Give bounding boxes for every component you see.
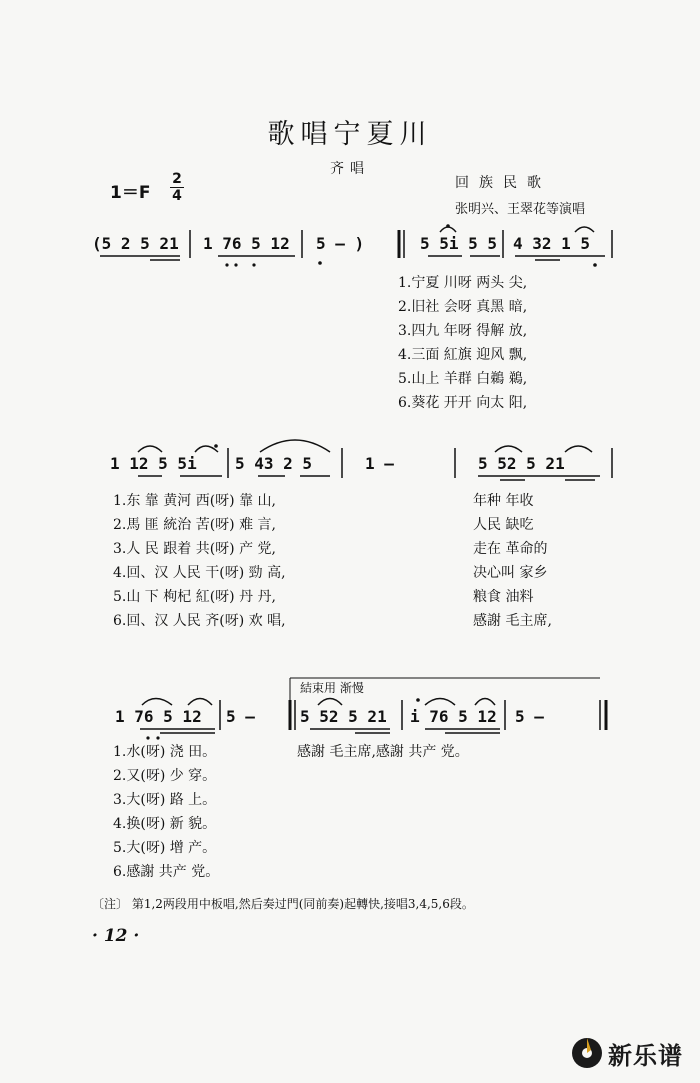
verse-line: 1.东 靠 黄河 西(呀) 靠 山, xyxy=(113,493,276,509)
verse-line: 6.感謝 共产 党。 xyxy=(113,864,220,880)
page-number: · 12 · xyxy=(92,926,140,946)
time-signature-top: 2 xyxy=(172,171,182,187)
verse-line: 6.葵花 开开 向太 阳, xyxy=(398,395,528,411)
key-signature: 1＝F xyxy=(110,183,151,203)
verse-line-continued: 人民 缺吃 xyxy=(473,517,534,533)
notes-bar-8: 1 – xyxy=(365,454,394,473)
verse-line-continued: 决心叫 家乡 xyxy=(473,565,548,581)
notes-bar-9: 5 52 5 21 xyxy=(478,454,565,473)
verse-line: 2.又(呀) 少 穿。 xyxy=(113,768,217,784)
verse-line: 1.宁夏 川呀 两头 尖, xyxy=(398,275,528,291)
time-signature-bottom: 4 xyxy=(172,188,182,204)
verse-line: 5.山上 羊群 白鵜 鵜, xyxy=(398,371,528,387)
notes-bar-3: 5 – ) xyxy=(316,234,365,253)
verse-line-continued: 粮食 油料 xyxy=(473,589,534,605)
verse-line-continued: 走在 革命的 xyxy=(473,541,548,557)
notes-bar-2: 1 76 5 12 xyxy=(203,234,290,253)
verse-line: 1.水(呀) 浇 田。 xyxy=(113,744,217,760)
verse-line: 3.人 民 跟着 共(呀) 产 党, xyxy=(113,541,276,557)
verse-line: 5.山 下 枸杞 紅(呀) 丹 丹, xyxy=(113,589,276,605)
verse-line: 4.换(呀) 新 貌。 xyxy=(113,816,217,832)
notes-bar-13: i 76 5 12 xyxy=(410,707,497,726)
performance-type: 齐唱 xyxy=(330,161,370,177)
notes-bar-6: 1 12 5 5i xyxy=(110,454,197,473)
notes-bar-12: 5 52 5 21 xyxy=(300,707,387,726)
verse-line: 4.三面 紅旗 迎风 飘, xyxy=(398,347,528,363)
verse-line: 6.回、汉 人民 齐(呀) 欢 唱, xyxy=(113,613,286,629)
verse-line: 2.馬 匪 統治 苦(呀) 难 言, xyxy=(113,517,276,533)
notes-bar-4: 5 5i 5 5 xyxy=(420,234,498,253)
verse-line: 2.旧社 会呀 真黑 暗, xyxy=(398,299,528,315)
notes-bar-11: 5 – xyxy=(226,707,255,726)
notes-bar-1: (5 2 5 21 xyxy=(92,234,179,253)
performers-label: 张明兴、王翠花等演唱 xyxy=(455,202,586,217)
verse-line: 5.大(呀) 增 产。 xyxy=(113,840,217,856)
notes-bar-10: 1 76 5 12 xyxy=(115,707,202,726)
verse-line: 3.四九 年呀 得解 放, xyxy=(398,323,528,339)
notes-bar-14: 5 – xyxy=(515,707,544,726)
watermark-text: 新乐谱 xyxy=(608,1042,683,1070)
ending-lyric: 感謝 毛主席,感謝 共产 党。 xyxy=(297,744,469,760)
notes-bar-7: 5 43 2 5 xyxy=(235,454,313,473)
ending-label: 結束用 渐慢 xyxy=(300,681,364,695)
footnote: 〔注〕 第1,2两段用中板唱,然后奏过門(同前奏)起轉快,接唱3,4,5,6段。 xyxy=(92,897,474,911)
verse-line-continued: 感謝 毛主席, xyxy=(473,613,552,629)
verse-line-continued: 年种 年收 xyxy=(473,493,534,509)
verse-line: 3.大(呀) 路 上。 xyxy=(113,792,217,808)
song-title: 歌唱宁夏川 xyxy=(267,119,433,150)
verse-line: 4.回、汉 人民 干(呀) 勁 高, xyxy=(113,565,286,581)
notes-bar-5: 4 32 1 5 xyxy=(513,234,591,253)
genre-label: 回族民歌 xyxy=(455,175,551,191)
